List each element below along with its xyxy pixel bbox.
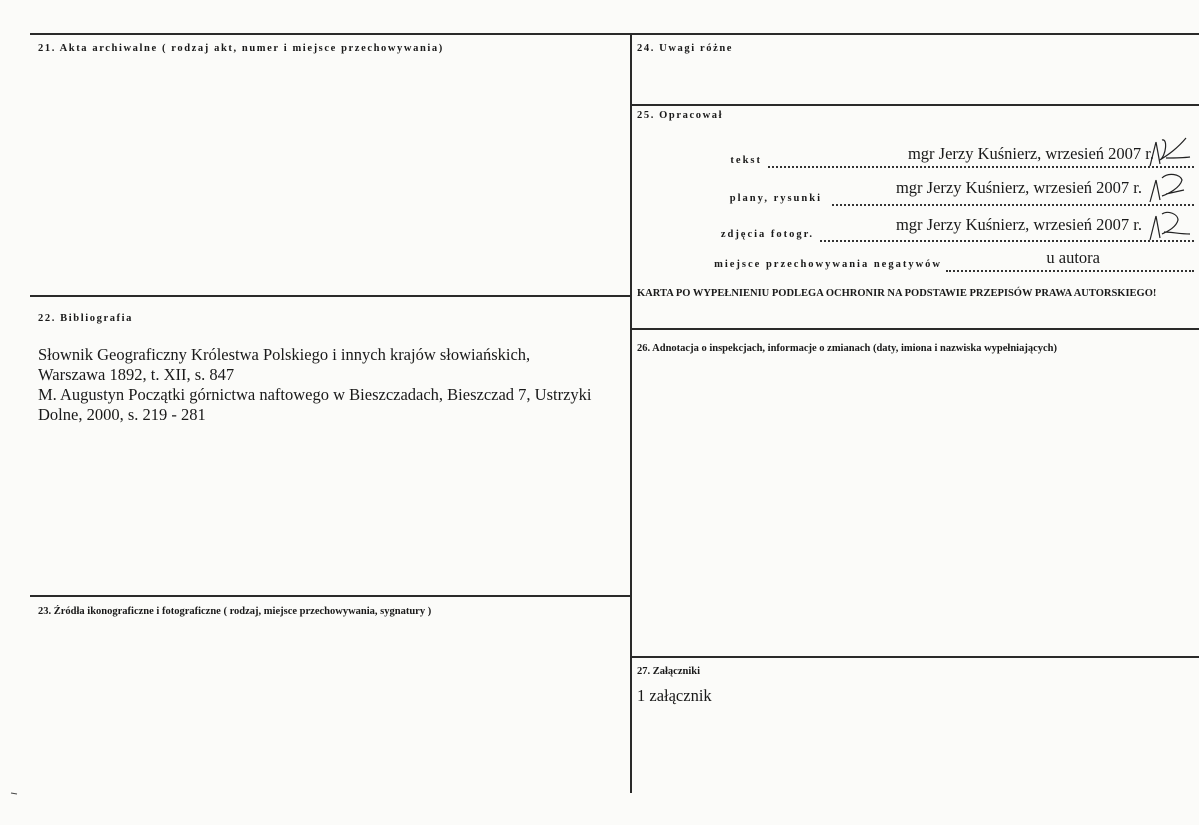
divider-25-26 xyxy=(631,328,1199,330)
bibliography-line: Słownik Geograficzny Królestwa Polskiego i innych krajów słowiańskich, xyxy=(38,345,531,364)
divider-22-23 xyxy=(30,595,632,597)
section-23-label: 23. Źródła ikonograficzne i fotograficzne ( rodzaj, miejsce przechowywania, sygnatury ) xyxy=(38,606,432,617)
opracowal-tekst-dotted-line xyxy=(768,166,1194,168)
opracowal-zdjecia-dotted-line xyxy=(820,240,1194,242)
signature-tekst xyxy=(1146,136,1192,172)
section-22-label: 22. Bibliografia xyxy=(38,313,134,324)
opracowal-zdjecia-label: zdjęcia fotogr. xyxy=(720,229,814,240)
opracowal-negatywy-dotted-line xyxy=(946,270,1194,272)
divider-24-25 xyxy=(631,104,1199,106)
section-26-label: 26. Adnotacja o inspekcjach, informacje o zmianach (daty, imiona i nazwiska wypełniających) xyxy=(637,343,1057,354)
center-divider-line xyxy=(630,33,632,793)
opracowal-plany-label: plany, rysunki xyxy=(729,193,822,204)
opracowal-tekst-value: mgr Jerzy Kuśnierz, wrzesień 2007 r. xyxy=(907,144,1154,163)
bibliography-line: M. Augustyn Początki górnictwa naftowego w Bieszczadach, Bieszczad 7, Ustrzyki xyxy=(38,385,592,404)
bibliography-line: Warszawa 1892, t. XII, s. 847 xyxy=(38,365,235,384)
opracowal-negatywy-value: u autora xyxy=(1046,248,1100,267)
scan-mark xyxy=(10,790,20,796)
section-21-label: 21. Akta archiwalne ( rodzaj akt, numer i miejsce przechowywania) xyxy=(38,43,444,54)
signature-zdjecia xyxy=(1144,210,1190,246)
top-border-line xyxy=(30,33,1199,35)
section-25-label: 25. Opracował xyxy=(637,110,724,121)
attachments-value: 1 załącznik xyxy=(637,686,712,705)
opracowal-negatywy-label: miejsce przechowywania negatywów xyxy=(714,259,942,270)
divider-26-27 xyxy=(631,656,1199,658)
opracowal-plany-value: mgr Jerzy Kuśnierz, wrzesień 2007 r. xyxy=(895,178,1142,197)
section-27-label: 27. Załączniki xyxy=(637,666,701,677)
opracowal-tekst-label: tekst xyxy=(730,155,762,166)
bibliography-line: Dolne, 2000, s. 219 - 281 xyxy=(38,405,206,424)
section-24-label: 24. Uwagi różne xyxy=(637,43,734,54)
signature-plany xyxy=(1144,172,1190,208)
opracowal-zdjecia-value: mgr Jerzy Kuśnierz, wrzesień 2007 r. xyxy=(895,215,1142,234)
copyright-notice: KARTA PO WYPEŁNIENIU PODLEGA OCHRONIR NA PODSTAWIE PRZEPISÓW PRAWA AUTORSKIEGO! xyxy=(637,288,1157,299)
opracowal-plany-dotted-line xyxy=(832,204,1194,206)
divider-21-22 xyxy=(30,295,630,297)
bibliography-text xyxy=(38,345,628,425)
